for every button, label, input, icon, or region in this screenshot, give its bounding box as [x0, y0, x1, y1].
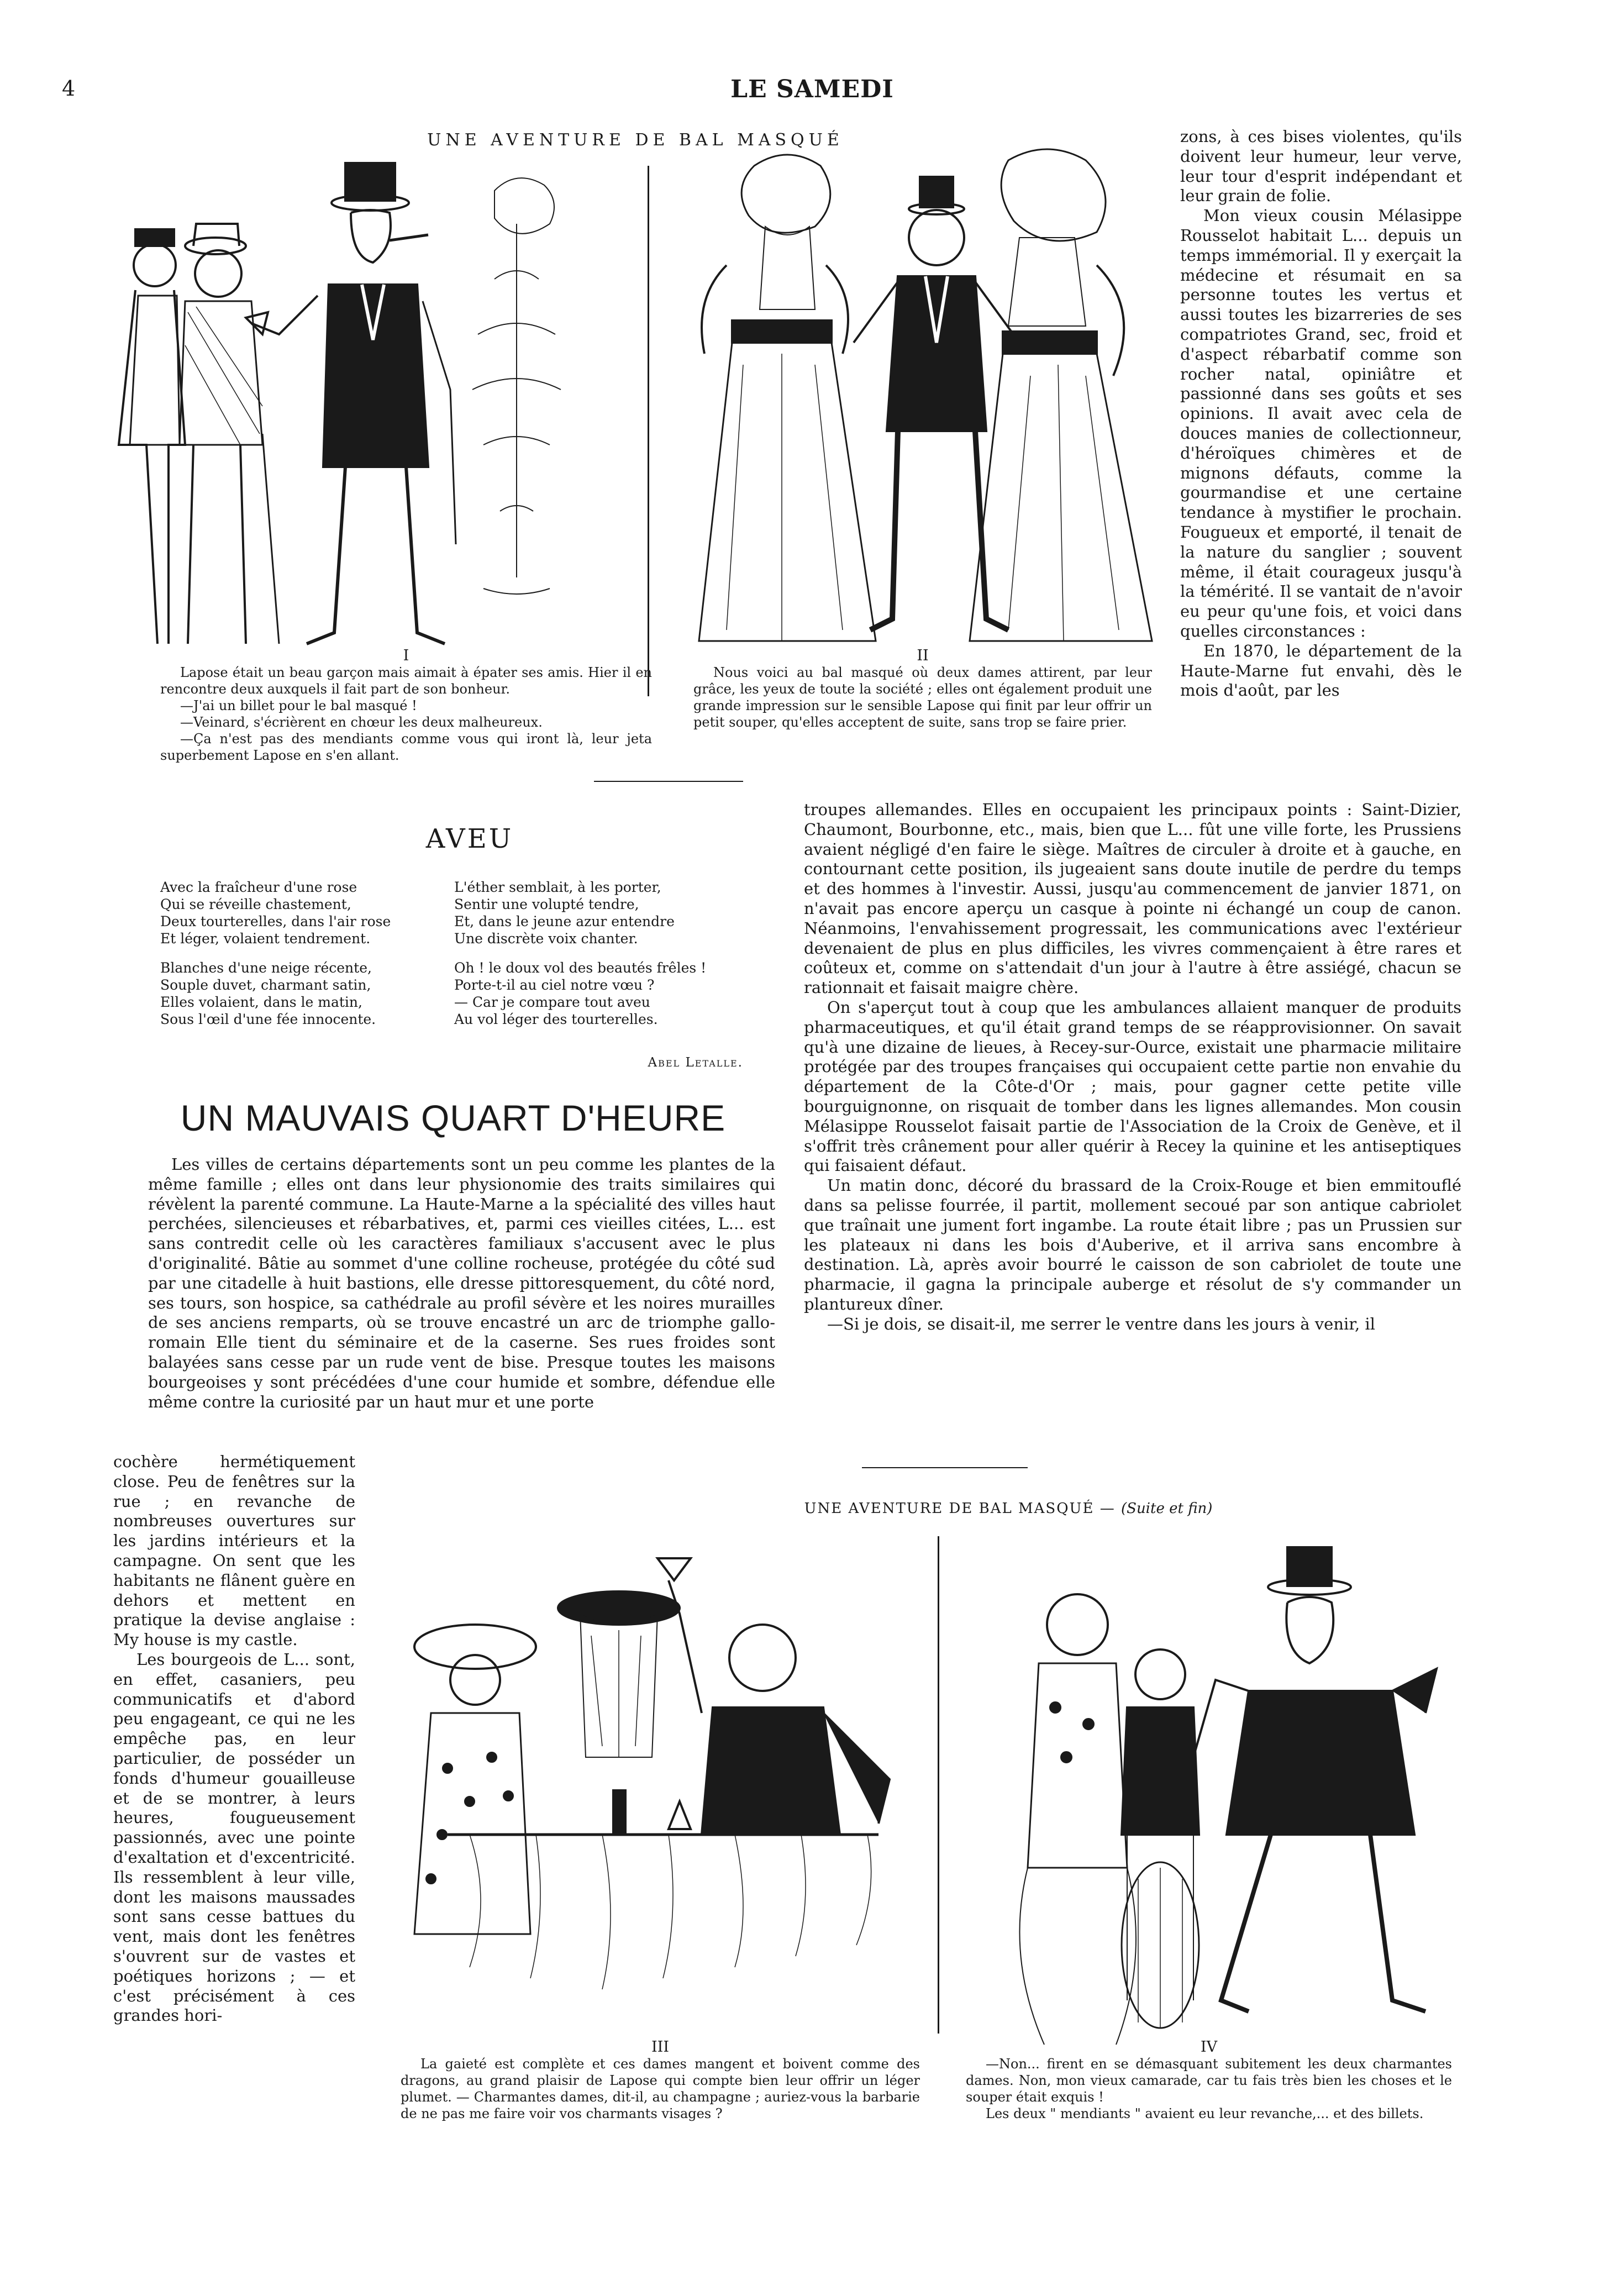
panel-3-caption-line: La gaieté est complète et ces dames mangent et boivent comme des dragons, au grand plaisir de Lapose qui compte bien leur offrir un léger plumet. — Charmantes dames, dit-il, au champagne ; auriez-vous la barbarie de ne pas me faire voir vos charmants visages ?: [401, 2056, 920, 2121]
figure-lapose: [246, 163, 456, 644]
illustration-title-bottom: [553, 1500, 1464, 1517]
paragraph: Les bourgeois de L... sont, en effet, casaniers, peu communicatifs et d'abord peu engageant, ce qui ne les empêche pas, en leur particulier, de posséder un fonds d'humeur gouailleuse et de se montrer, à leurs heures, fougueusement passionnés, avec une pointe d'exaltation et d'excentricité. Ils ressemblent à leur ville, dont les maisons maussades sont sans cesse battues du vent, mais dont les fenêtres s'ouvrent sur de vastes et poétiques horizons ; — et c'est précisément à ces grandes hori-: [113, 1649, 355, 2025]
cartoon-panel-3: [381, 1547, 928, 2045]
panel-1-number: I: [403, 647, 409, 664]
masthead: LE SAMEDI: [730, 75, 894, 103]
paragraph: —Si je dois, se disait-il, me serrer le ventre dans les jours à venir, il: [827, 1314, 1375, 1333]
panel-divider-top: [648, 166, 649, 696]
paragraph: cochère hermétiquement close. Peu de fenêtres sur la rue ; en revanche de nombreuses ouvertures sur les jardins intérieurs et la campagne. On sent que les habitants ne flânent guère en dehors et mettent en pratique la devise anglaise : My house is my castle.: [113, 1452, 355, 1649]
page-number: 4: [62, 76, 76, 101]
illustration-title-top: UNE AVENTURE DE BAL MASQUÉ: [427, 130, 844, 150]
section-rule: [594, 781, 743, 782]
poem-line: Qui se réveille chastement,: [160, 896, 351, 912]
poem-line: Et léger, volaient tendrement.: [160, 931, 371, 947]
paragraph: troupes allemandes. Elles en occupaient les principaux points : Saint-Dizier, Chaumont, Bourbonne, etc., mais, bien que L... fût une ville forte, les Prussiens avaient négligé d'en faire le siège. Maîtres de circuler à droite et à gauche, en contournant cette position, ils jugeaient sans doute inutile de perdre du temps et des hommes à l'investir. Aussi, jusqu'au commencement de janvier 1871, on n'avait pas encore aperçu un casque à pointe ni échangé un coup de canon. Néanmoins, l'envahissement progressait, les communications avec l'extérieur devenaient de plus en plus difficiles, les vivres commençaient à être rares et coûteux et, comme on s'attendait d'un jour à l'autre à être assiégé, chacun se rationnait et faisait maigre chère.: [804, 800, 1461, 997]
figure-lady-left: [699, 155, 876, 641]
article-intro-paragraph: [148, 1155, 775, 1412]
poem-line: Et, dans le jeune azur entendre: [454, 913, 675, 929]
poem-line: Oh ! le doux vol des beautés frêles !: [454, 960, 707, 976]
poem-line: Une discrète voix chanter.: [454, 931, 638, 947]
panel-1-caption-line: —J'ai un billet pour le bal masqué !: [180, 698, 417, 713]
paragraph: zons, à ces bises violentes, qu'ils doivent leur humeur, leur verve, leur tour d'esprit indépendant et leur grain de folie.: [1180, 127, 1462, 206]
panel-4-caption: [966, 2039, 1452, 2122]
figure-lapose-toast: [657, 1558, 890, 1835]
panel-4-number: IV: [1200, 2038, 1218, 2056]
figure-lapose-shocked: [1193, 1547, 1437, 2011]
poem-line: Souple duvet, charmant satin,: [160, 977, 371, 993]
poem-line: Au vol léger des tourterelles.: [454, 1011, 658, 1027]
poem-stanza: [454, 959, 741, 1028]
poem-line: Sentir une volupté tendre,: [454, 896, 639, 912]
panel-2-number: II: [917, 647, 929, 664]
panel-3-caption: [401, 2039, 920, 2122]
panel-1-caption: [160, 648, 652, 764]
poem-line: Porte-t-il au ciel notre vœu ?: [454, 977, 655, 993]
cartoon-panel-1: [97, 157, 638, 655]
paragraph: En 1870, le département de la Haute-Marne fut envahi, dès le mois d'août, par les: [1180, 641, 1462, 700]
mask-drawing: [1122, 1862, 1199, 2028]
poem-title: AVEU: [425, 823, 514, 854]
poem-stanza: [160, 959, 425, 1028]
panel-2-caption: [693, 648, 1152, 731]
poem-line: — Car je compare tout aveu: [454, 994, 650, 1010]
cartoon-panel-2: [677, 144, 1174, 652]
illustration-title-bottom-text: UNE AVENTURE DE BAL MASQUÉ —: [804, 1500, 1116, 1517]
paragraph: Mon vieux cousin Mélasippe Rousselot habitait L... depuis un temps immémorial. Il y exerçait la médecine et résumait en sa personne toutes les vertus et aussi toutes les bizarreries de ses compatriotes Grand, sec, froid et d'aspect rébarbatif comme son rocher natal, opiniâtre et passionné dans ses goûts et ses opinions. Il avait avec cela de douces manies de collectionneur, d'héroïques chimères et de mignons défauts, comme la gourmandise et une certaine tendance à mystifier le prochain. Fougueux et emporté, il tenait de la nature du sanglier ; souvent même, il était courageux jusqu'à la témérité. Il se vantait de n'avoir eu peur qu'une fois, et voici dans quelles circonstances :: [1180, 206, 1462, 640]
figure-lapose-ball: [854, 177, 1019, 630]
figure-lady-right: [970, 149, 1152, 641]
panel-4-caption-line: —Non... firent en se démasquant subitement les deux charmantes dames. Non, mon vieux camarade, car tu fais très bien les choses et le souper était exquis !: [966, 2056, 1452, 2105]
poem-stanza: [454, 879, 741, 947]
panel-1-caption-line: —Veinard, s'écrièrent en chœur les deux malheureux.: [180, 714, 543, 730]
panel-3-number: III: [651, 2038, 669, 2056]
paragraph: On s'aperçut tout à coup que les ambulances allaient manquer de produits pharmaceutiques, et qu'il était grand temps de se réapprovisionner. On savait qu'à une dizaine de lieues, à Recey-sur-Ource, existait une pharmacie militaire protégée par des troupes françaises qui occupaient cette partie non envahie du département de la Côte-d'Or ; mais, pour gagner cette petite ville bourguignonne, on risquait de tomber dans les lignes allemandes. Mon cousin Mélasippe Rousselot faisait partie de l'Association de la Croix de Genève, et il s'offrit très crânement pour aller quérir à Recey la quinine et les antiseptiques qui faisaient défaut.: [804, 997, 1461, 1175]
section-rule: [862, 1467, 1028, 1468]
paragraph: Les villes de certains départements sont un peu comme les plantes de la même famille ; elles ont dans leur physionomie des traits similaires qui révèlent la parenté commune. La Haute-Marne a la spécialité des villes haut perchées, silencieuses et rébarbatives, et, parmi ces vieilles citées, L... est sans contredit celle où les caractères familiaux s'accusent avec le plus d'originalité. Bâtie au sommet d'une colline rocheuse, protégée du côté sud par une citadelle à huit bastions, elle dresse pittoresquement, du côté nord, ses tours, son hospice, sa cathédrale au profil sévère et les noires murailles de ses anciens remparts, où se trouve encastré un arc de triomphe gallo-romain Elle tient du séminaire et de la caserne. Ses rues froides sont balayées sans cesse par un rude vent de bise. Presque toutes les maisons bourgeoises y sont précédées d'une cour humide et sombre, défendue elle même contre la curiosité par un haut mur et une porte: [148, 1155, 775, 1411]
poem-author: Abel Letalle.: [648, 1055, 743, 1070]
poem-line: L'éther semblait, à les porter,: [454, 879, 661, 895]
panel-4-caption-line: Les deux " mendiants " avaient eu leur revanche,... et des billets.: [986, 2106, 1424, 2121]
fountain-drawing: [472, 178, 561, 594]
poem-line: Elles volaient, dans le matin,: [160, 994, 362, 1010]
panel-1-caption-line: —Ça n'est pas des mendiants comme vous qui iront là, leur jeta superbement Lapose en s'en allant.: [160, 731, 652, 763]
cartoon-panel-4: [961, 1525, 1448, 2067]
figure-friend-1: [119, 229, 185, 644]
article-narrow-column: [113, 1452, 355, 2026]
illustration-subtitle: (Suite et fin): [1120, 1500, 1213, 1517]
right-column-top: [1180, 127, 1462, 701]
panel-divider-bottom: [938, 1536, 939, 2034]
figure-lady-veiled: [558, 1591, 680, 1757]
poem-right-column: [454, 879, 741, 1040]
figure-friend-unmasked-1: [1019, 1594, 1136, 2045]
paragraph: Un matin donc, décoré du brassard de la Croix-Rouge et bien emmitouflé dans sa pelisse fourrée, il partit, mollement secoué par son antique cabriolet que traînait une jument fort ingambe. La route était libre ; pas un Prussien sur les plateaux ni dans les bois d'Auberive, et il arriva sans encombre à destination. Là, après avoir bourré le caisson de son cabriolet de toute une pharmacie, il gagna la principale auberge et résolut de s'y commander un plantureux dîner.: [804, 1176, 1461, 1313]
poem-line: Sous l'œil d'une fée innocente.: [160, 1011, 376, 1027]
poem-stanza: [160, 879, 425, 947]
panel-2-caption-line: Nous voici au bal masqué où deux dames attirent, par leur grâce, les yeux de toute la société ; elles ont également produit une grande impression sur le sensible Lapose qui finit par leur offrir un petit souper, qu'elles acceptent de suite, sans trop se faire prier.: [693, 665, 1152, 730]
article-title: UN MAUVAIS QUART D'HEURE: [180, 1097, 726, 1138]
poem-line: Blanches d'une neige récente,: [160, 960, 372, 976]
poem-left-column: [160, 879, 425, 1040]
poem-line: Avec la fraîcheur d'une rose: [160, 879, 357, 895]
panel-1-caption-line: Lapose était un beau garçon mais aimait à épater ses amis. Hier il en rencontre deux auxquels il fait part de son bonheur.: [160, 665, 652, 697]
poem-line: Deux tourterelles, dans l'air rose: [160, 913, 391, 929]
figure-friend-2: [180, 224, 279, 644]
figure-lady-hat: [414, 1625, 536, 1934]
article-continuation-wide: [804, 800, 1461, 1334]
